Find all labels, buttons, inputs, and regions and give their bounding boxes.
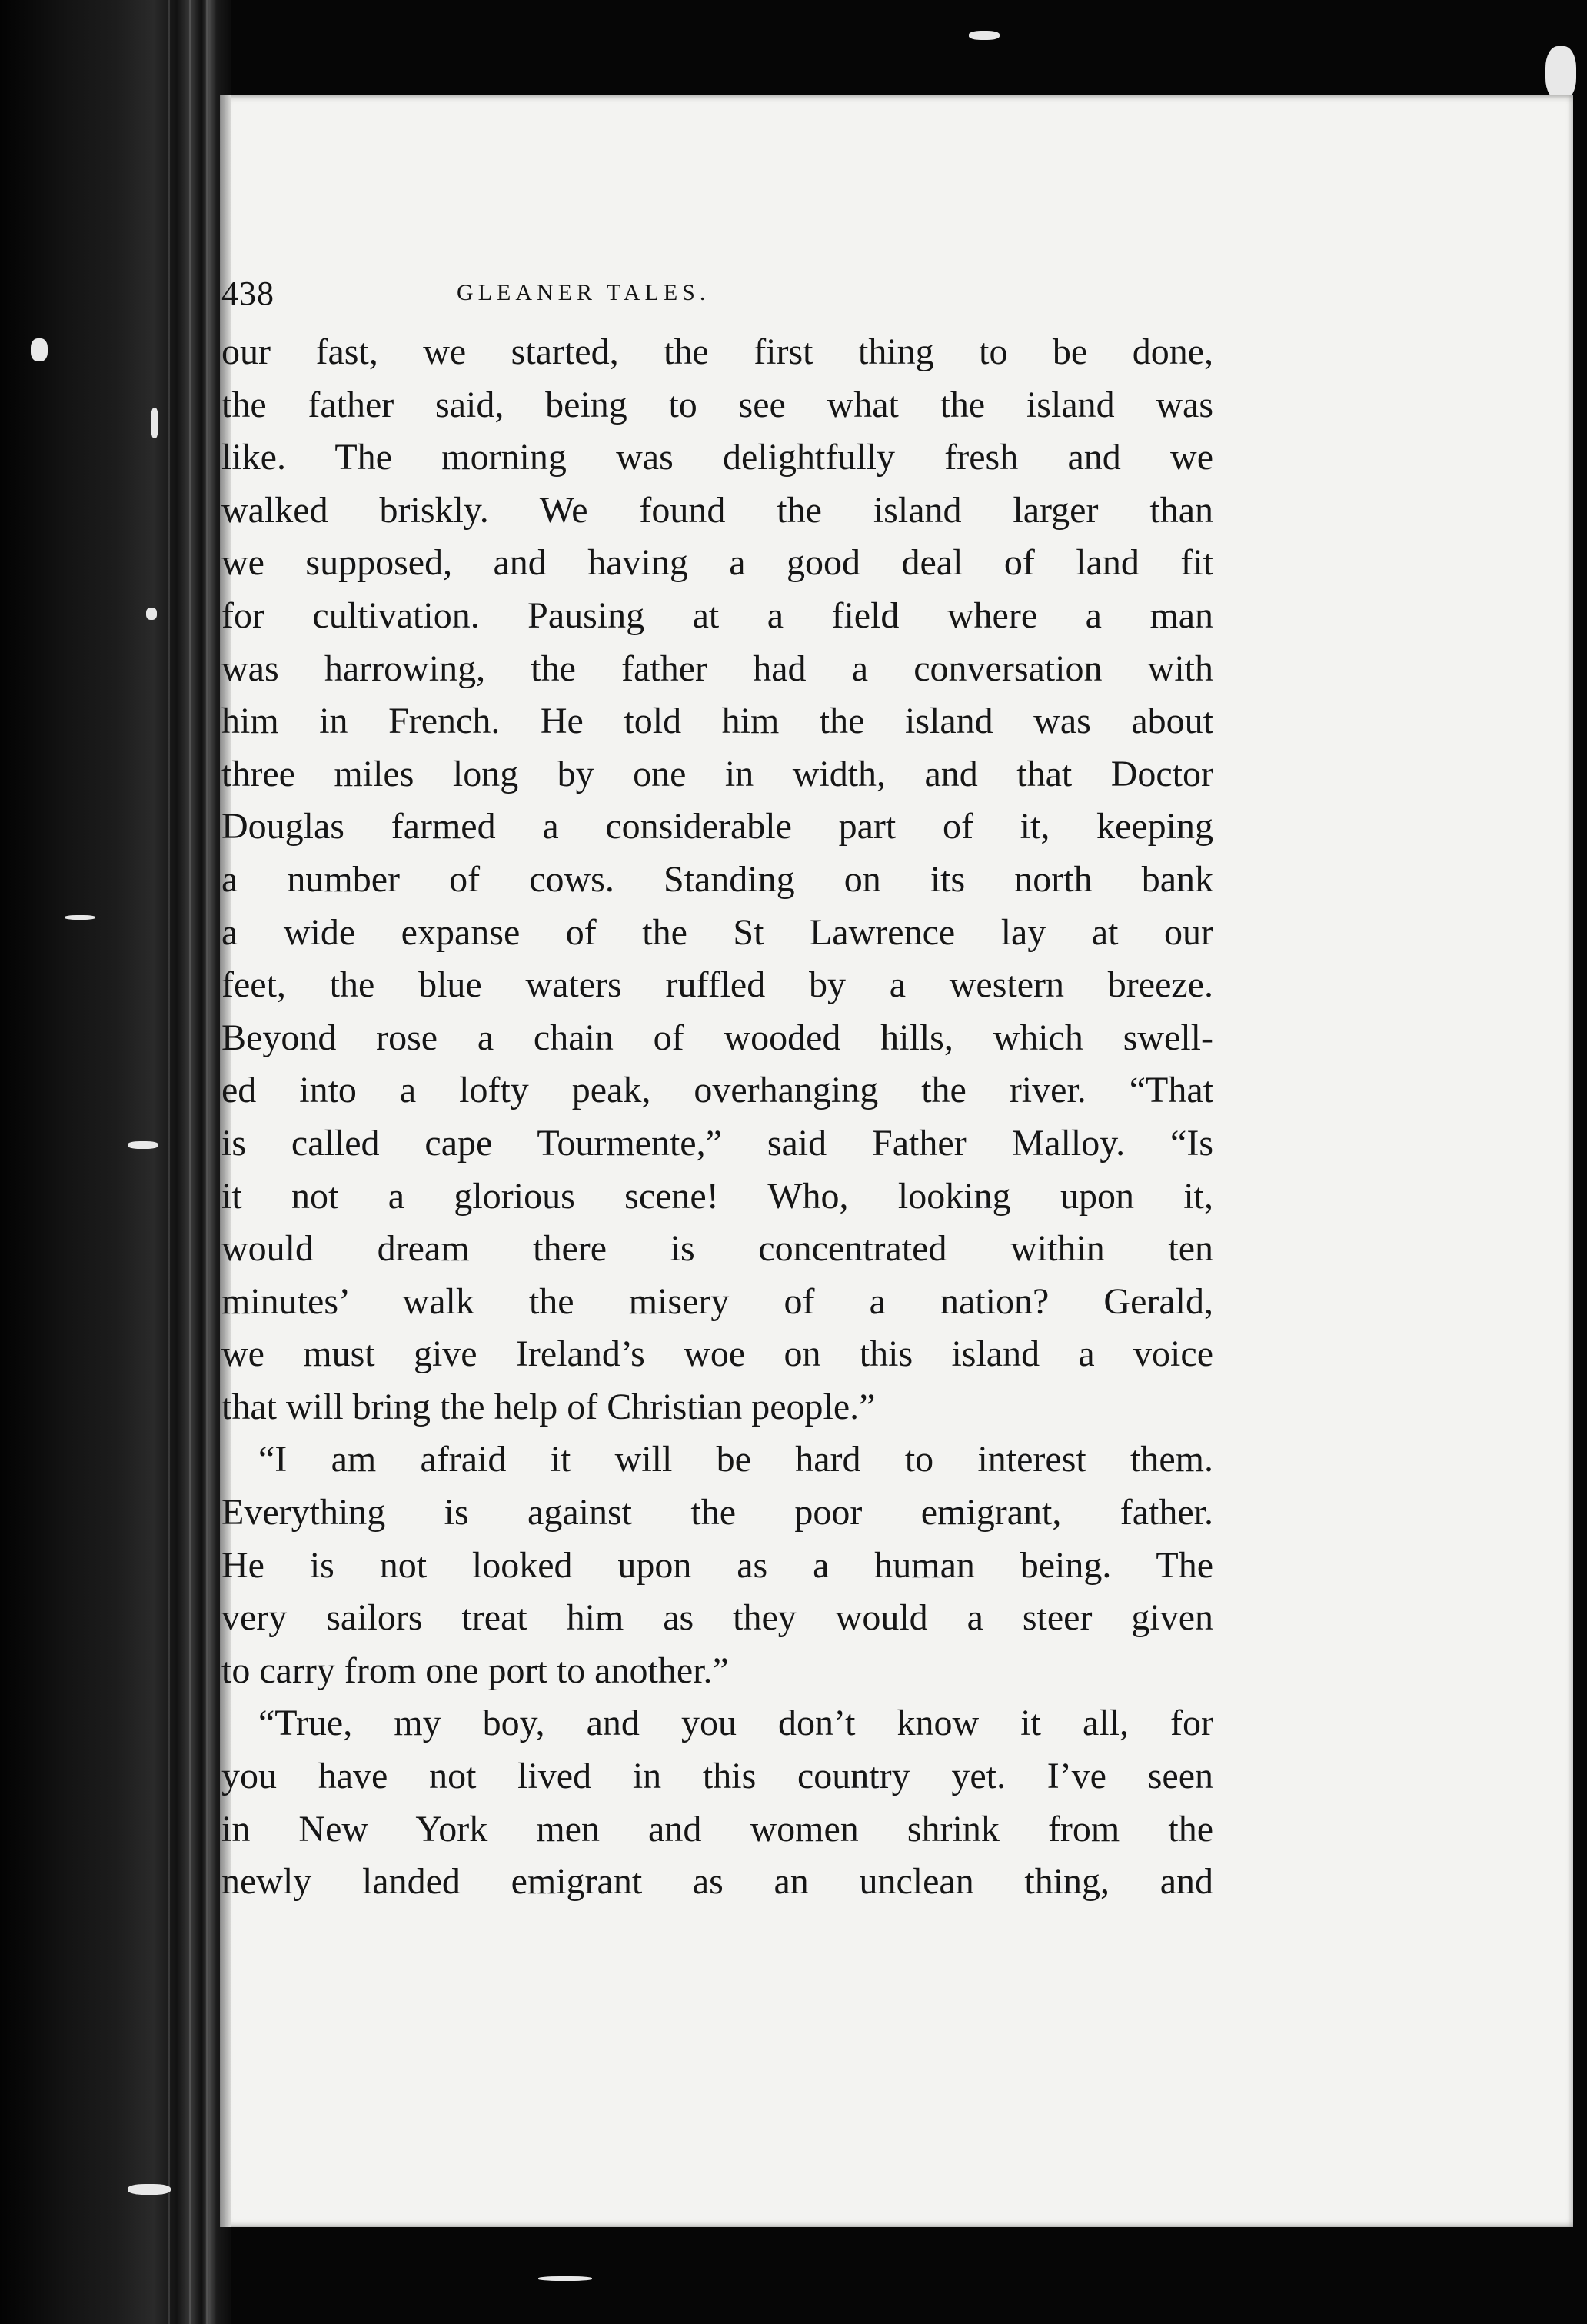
- text-line: very sailors treat him as they would a steer given: [221, 1597, 1213, 1639]
- text-line: ed into a lofty peak, overhanging the river. “That: [221, 1070, 1213, 1111]
- text-line: that will bring the help of Christian people.”: [221, 1386, 876, 1427]
- text-line: was harrowing, the father had a conversation with: [221, 648, 1213, 689]
- text-line: we supposed, and having a good deal of land fit: [221, 542, 1213, 584]
- dust-speck: [151, 408, 158, 438]
- dust-speck: [1545, 46, 1576, 100]
- spine-edge-line: [189, 0, 191, 2324]
- spine-edge-line: [206, 0, 208, 2324]
- text-line: minutes’ walk the misery of a nation? Gerald,: [221, 1280, 1213, 1322]
- text-line: He is not looked upon as a human being. The: [221, 1544, 1213, 1586]
- dust-speck: [538, 2276, 592, 2281]
- text-line: walked briskly. We found the island larger than: [221, 489, 1213, 531]
- text-line: “I am afraid it will be hard to interest them.: [258, 1439, 1213, 1480]
- text-line: the father said, being to see what the island was: [221, 384, 1213, 425]
- text-line: a wide expanse of the St Lawrence lay at our: [221, 911, 1213, 953]
- text-line: “True, my boy, and you don’t know it all, for: [258, 1703, 1213, 1744]
- dust-speck: [128, 1141, 158, 1149]
- page-number: 438: [221, 275, 274, 312]
- dust-speck: [31, 338, 48, 361]
- dust-speck: [969, 31, 1000, 40]
- text-line: a number of cows. Standing on its north bank: [221, 858, 1213, 900]
- page-header: [221, 274, 1213, 328]
- text-line: you have not lived in this country yet. I’ve seen: [221, 1756, 1213, 1797]
- text-line: like. The morning was delightfully fresh and we: [221, 437, 1213, 478]
- text-line: it not a glorious scene! Who, looking upon it,: [221, 1175, 1213, 1217]
- dust-speck: [146, 608, 157, 620]
- text-line: Beyond rose a chain of wooded hills, which swell-: [221, 1017, 1213, 1058]
- text-line: Douglas farmed a considerable part of it, keeping: [221, 806, 1213, 847]
- spine-edge-line: [168, 0, 170, 2324]
- text-line: him in French. He told him the island was about: [221, 701, 1213, 742]
- text-line: would dream there is concentrated within ten: [221, 1228, 1213, 1270]
- text-line: Everything is against the poor emigrant, father.: [221, 1492, 1213, 1533]
- text-line: to carry from one port to another.”: [221, 1650, 729, 1691]
- text-line: in New York men and women shrink from the: [221, 1808, 1213, 1850]
- text-line: we must give Ireland’s woe on this island a voice: [221, 1333, 1213, 1375]
- text-line: newly landed emigrant as an unclean thing, and: [221, 1861, 1213, 1903]
- dust-speck: [128, 2184, 171, 2195]
- dust-speck: [65, 915, 95, 920]
- text-line: three miles long by one in width, and that Doctor: [221, 753, 1213, 794]
- text-line: our fast, we started, the first thing to be done,: [221, 331, 1213, 372]
- text-line: feet, the blue waters ruffled by a western breeze.: [221, 964, 1213, 1006]
- text-line: for cultivation. Pausing at a field where a man: [221, 594, 1213, 636]
- text-line: is called cape Tourmente,” said Father Malloy. “Is: [221, 1122, 1213, 1164]
- page-body-text: [221, 326, 1213, 1909]
- running-title: GLEANER TALES.: [457, 280, 710, 305]
